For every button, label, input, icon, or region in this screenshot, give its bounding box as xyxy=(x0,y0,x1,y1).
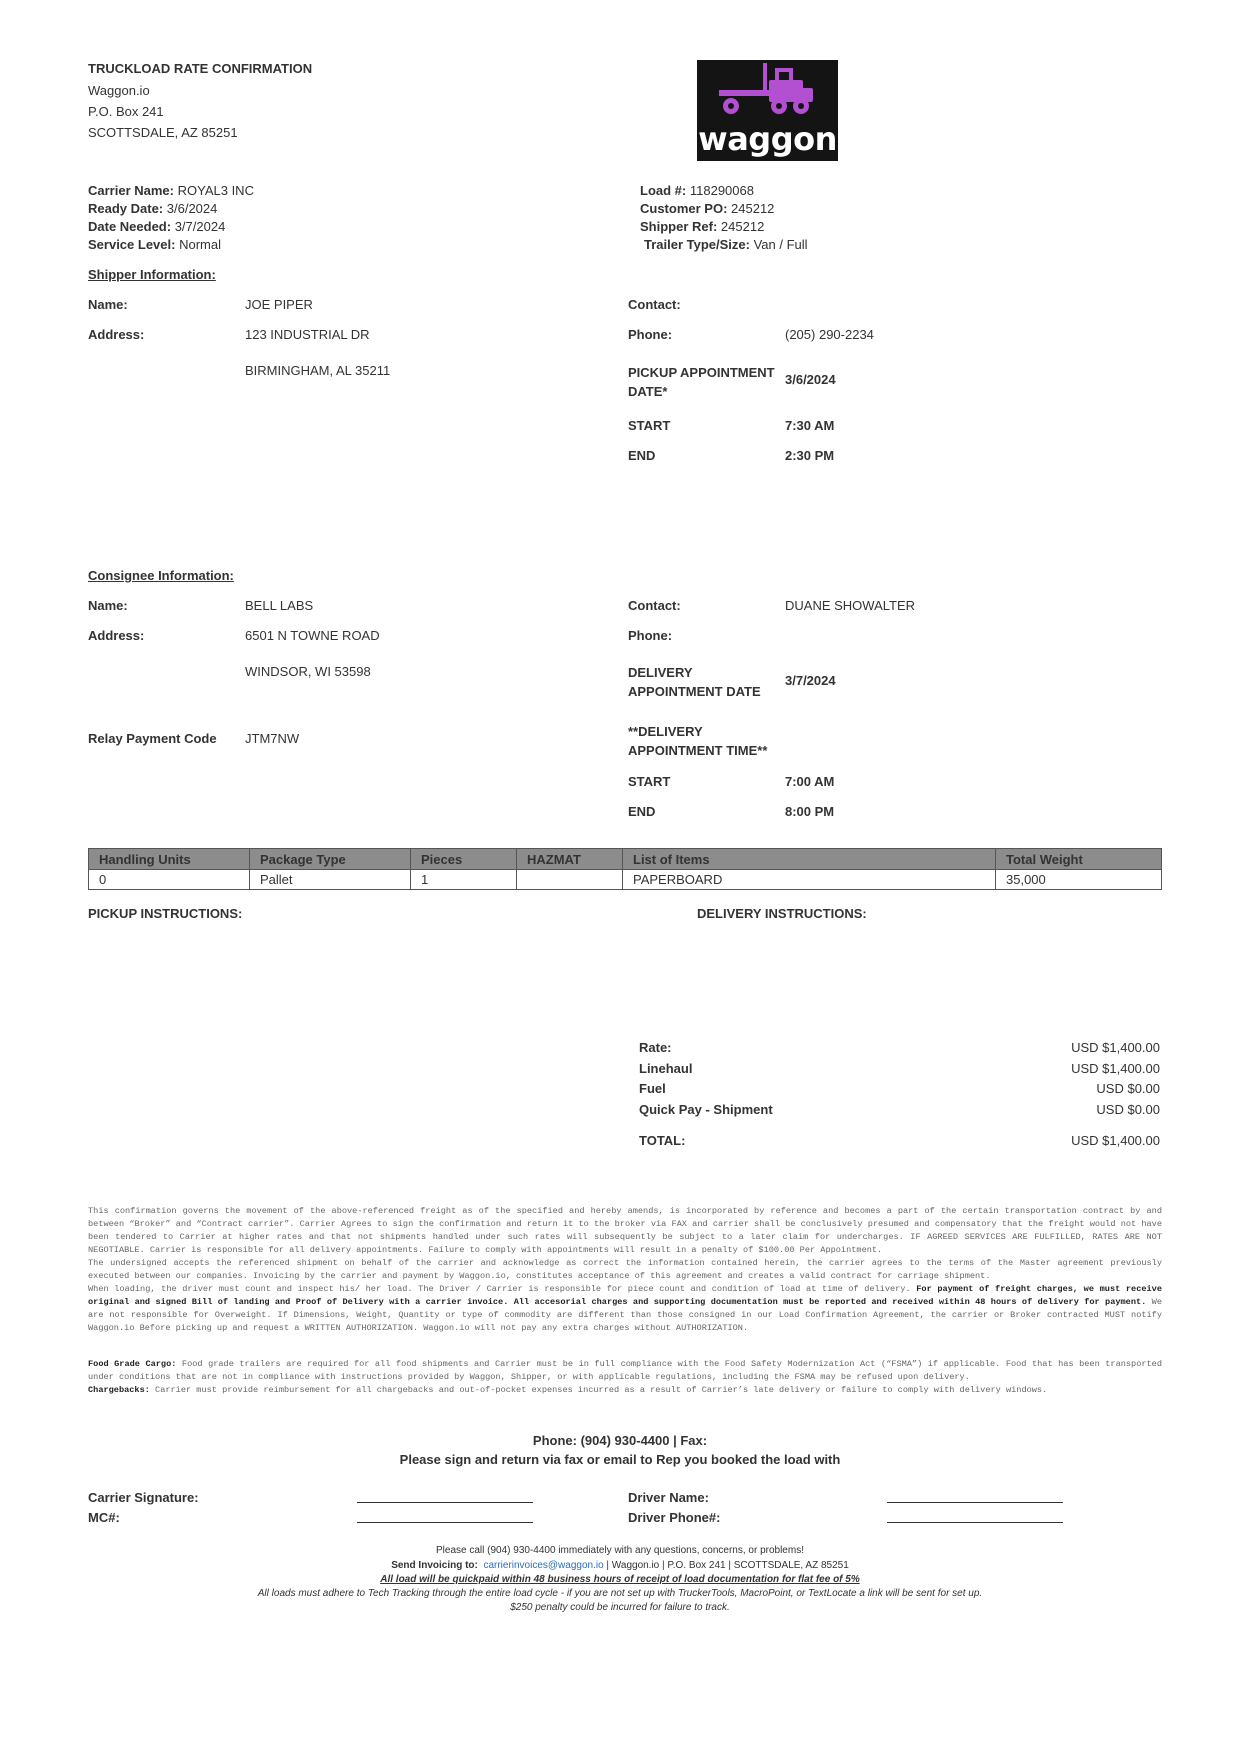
pickup-instructions-label: PICKUP INSTRUCTIONS: xyxy=(88,906,243,921)
customer-po-row: Customer PO: 245212 xyxy=(640,201,775,216)
driver-name-label: Driver Name: xyxy=(628,1490,709,1505)
col-package-type: Package Type xyxy=(250,849,411,870)
contact-phone-line: Phone: (904) 930-4400 | Fax: xyxy=(532,1433,708,1448)
carrier-signature-label: Carrier Signature: xyxy=(88,1490,199,1505)
linehaul-value: USD $1,400.00 xyxy=(1071,1061,1160,1076)
footer-penalty-line: $250 penalty could be incurred for failure to track. xyxy=(510,1602,730,1613)
linehaul-label: Linehaul xyxy=(639,1061,693,1076)
items-table-header xyxy=(89,849,1162,870)
carrier-signature-line[interactable] xyxy=(357,1502,533,1503)
shipper-contact-label: Contact: xyxy=(628,297,681,312)
trailer-type-row: Trailer Type/Size: Van / Full xyxy=(644,237,808,252)
delivery-end-label: END xyxy=(628,804,656,819)
footer-call-line: Please call (904) 930-4400 immediately with any questions, concerns, or problems! xyxy=(436,1545,804,1556)
cell-package-type: Pallet xyxy=(250,870,411,890)
consignee-address-line1: 6501 N TOWNE ROAD xyxy=(245,628,380,643)
carrier-name-row: Carrier Name: ROYAL3 INC xyxy=(88,183,254,198)
company-name: Waggon.io xyxy=(88,83,150,98)
mc-number-label: MC#: xyxy=(88,1510,120,1525)
table-row xyxy=(89,870,1162,890)
logo-wordmark: waggon xyxy=(698,120,837,158)
delivery-instructions-label: DELIVERY INSTRUCTIONS: xyxy=(697,906,867,921)
legal-paragraph: Food Grade Cargo: Food grade trailers are required for all food shipments and Carrier must be in full compliance with the Food Safety Modernization Act (“FSMA”) if applicable. Food that has been transported under conditions that are not in compliance with instructions provided by Waggon, Shipper, or with applicable regulations, including the FSMA may be refused upon delivery. xyxy=(88,1359,1162,1382)
total-value: USD $1,400.00 xyxy=(1071,1133,1160,1148)
cell-total-weight: 35,000 xyxy=(996,870,1162,890)
delivery-start-label: START xyxy=(628,774,671,789)
legal-paragraph: This confirmation governs the movement of the above-referenced freight as of the specified and hereby amends, is incorporated by reference and becomes a part of the certain transportation contract by and between “Broker” and “Contract carrier”. Carrier Agrees to sign the confirmation and return it to the broker via FAX and carrier shall be conclusively presumed and compensatory that the freight would not have been tendered to Carrier at higher rates and that not shipments handled under such rates will subsequently be subject to a later claim for undercharges. IF AGREED SERVICES ARE FULFILLED, RATES ARE NOT NEGOTIABLE. Carrier is responsible for all delivery appointments. Failure to comply with appointments will result in a penalty of $100.00 Per Appointment. xyxy=(88,1206,1162,1255)
cell-handling-units: 0 xyxy=(89,870,250,890)
pickup-end-time: 2:30 PM xyxy=(785,448,835,463)
rate-label: Rate: xyxy=(639,1040,672,1055)
consignee-name: BELL LABS xyxy=(245,598,314,613)
col-total-weight: Total Weight xyxy=(996,849,1162,870)
shipper-address-label: Address: xyxy=(88,327,145,342)
legal-food-grade xyxy=(88,1358,1162,1397)
rate-value: USD $1,400.00 xyxy=(1071,1040,1160,1055)
summary-right xyxy=(640,182,808,254)
pickup-start-label: START xyxy=(628,418,671,433)
company-address-line1: P.O. Box 241 xyxy=(88,104,164,119)
cell-hazmat xyxy=(517,870,623,890)
legal-terms xyxy=(88,1205,1162,1335)
shipper-name-label: Name: xyxy=(88,297,128,312)
legal-paragraph: When loading, the driver must count and inspect his/ her load. The Driver / Carrier is responsible for piece count and condition of load at time of delivery. For payment of freight charges, we must receive original and signed Bill of landing and Proof of Delivery with a carrier invoice. All accesorial charges and supporting documentation must be reported and received within 48 hours of delivery for payment. We are not responsible for Overweight. If Dimensions, Weight, Quantity or type of commodity are different than those consigned in our Load Confirmation Agreement, the carrier or Broker contracted MUST notify Waggon.io Before picking up and request a WRITTEN AUTHORIZATION. Waggon.io will not pay any extra charges without AUTHORIZATION. xyxy=(88,1284,1163,1333)
service-level-row: Service Level: Normal xyxy=(88,237,221,252)
ready-date-row: Ready Date: 3/6/2024 xyxy=(88,201,218,216)
consignee-contact-label: Contact: xyxy=(628,598,681,613)
items-table xyxy=(88,848,1162,890)
total-label: TOTAL: xyxy=(639,1133,686,1148)
driver-phone-label: Driver Phone#: xyxy=(628,1510,721,1525)
shipper-phone: (205) 290-2234 xyxy=(785,327,874,342)
footer-quickpay-line: All load will be quickpaid within 48 business hours of receipt of load documentation for flat fee of 5% xyxy=(380,1574,860,1585)
shipper-address-line1: 123 INDUSTRIAL DR xyxy=(245,327,370,342)
summary-left xyxy=(88,182,254,254)
driver-name-line[interactable] xyxy=(887,1502,1063,1503)
col-pieces: Pieces xyxy=(411,849,517,870)
delivery-appointment-date: 3/7/2024 xyxy=(785,673,836,688)
mc-number-line[interactable] xyxy=(357,1522,533,1523)
shipper-name: JOE PIPER xyxy=(245,297,313,312)
cell-pieces: 1 xyxy=(411,870,517,890)
sign-return-line: Please sign and return via fax or email to Rep you booked the load with xyxy=(399,1452,841,1467)
fuel-label: Fuel xyxy=(639,1081,666,1096)
shipper-ref-row: Shipper Ref: 245212 xyxy=(640,219,765,234)
pickup-appointment-label: PICKUP APPOINTMENT DATE* xyxy=(628,365,775,399)
consignee-heading: Consignee Information: xyxy=(88,568,234,583)
legal-paragraph: Chargebacks: Carrier must provide reimbursement for all chargebacks and out-of-pocket expenses incurred as a result of Carrier’s late delivery or failure to comply with delivery windows. xyxy=(88,1385,1048,1395)
fuel-value: USD $0.00 xyxy=(1096,1081,1160,1096)
date-needed-row: Date Needed: 3/7/2024 xyxy=(88,219,226,234)
consignee-contact: DUANE SHOWALTER xyxy=(785,598,916,613)
shipper-phone-label: Phone: xyxy=(628,327,673,342)
pickup-start-time: 7:30 AM xyxy=(785,418,835,433)
relay-payment-code: JTM7NW xyxy=(245,731,300,746)
document-title: TRUCKLOAD RATE CONFIRMATION xyxy=(88,61,313,76)
pickup-appointment-date: 3/6/2024 xyxy=(785,372,836,387)
footer-invoicing-line: Send Invoicing to: carrierinvoices@waggon.io | Waggon.io | P.O. Box 241 | SCOTTSDALE, AZ 85251 xyxy=(391,1560,849,1571)
col-list-of-items: List of Items xyxy=(623,849,996,870)
waggon-logo xyxy=(697,60,838,161)
consignee-address-label: Address: xyxy=(88,628,145,643)
company-address-line2: SCOTTSDALE, AZ 85251 xyxy=(88,125,238,140)
col-handling-units: Handling Units xyxy=(89,849,250,870)
shipper-address-line2: BIRMINGHAM, AL 35211 xyxy=(245,363,391,378)
load-number-row: Load #: 118290068 xyxy=(640,183,754,198)
driver-phone-line[interactable] xyxy=(887,1522,1063,1523)
quick-pay-label: Quick Pay - Shipment xyxy=(639,1102,773,1117)
pickup-end-label: END xyxy=(628,448,656,463)
shipper-heading: Shipper Information: xyxy=(88,267,216,282)
legal-paragraph: The undersigned accepts the referenced shipment on behalf of the carrier and acknowledge as correct the information contained herein, the carrier agrees to the terms of the Master agreement previously executed between our companies. Invoicing by the carrier and payment by Waggon.io, constitutes acceptance of this agreement and creates a valid contract for carriage shipment. xyxy=(88,1258,1162,1281)
cell-list-of-items: PAPERBOARD xyxy=(623,870,996,890)
relay-payment-label: Relay Payment Code xyxy=(88,731,217,746)
consignee-name-label: Name: xyxy=(88,598,128,613)
delivery-time-label: **DELIVERY APPOINTMENT TIME** xyxy=(628,724,768,758)
footer-tracking-line: All loads must adhere to Tech Tracking through the entire load cycle - if you are not set up with TruckerTools, MacroPoint, or TextLocate a link will be sent for set up. xyxy=(257,1588,983,1599)
col-hazmat: HAZMAT xyxy=(517,849,623,870)
delivery-start-time: 7:00 AM xyxy=(785,774,835,789)
consignee-address-line2: WINDSOR, WI 53598 xyxy=(245,664,371,679)
delivery-end-time: 8:00 PM xyxy=(785,804,835,819)
invoicing-email-link[interactable]: carrierinvoices@waggon.io xyxy=(483,1560,604,1571)
quick-pay-value: USD $0.00 xyxy=(1096,1102,1160,1117)
delivery-appointment-label: DELIVERY APPOINTMENT DATE xyxy=(628,665,761,699)
consignee-phone-label: Phone: xyxy=(628,628,673,643)
